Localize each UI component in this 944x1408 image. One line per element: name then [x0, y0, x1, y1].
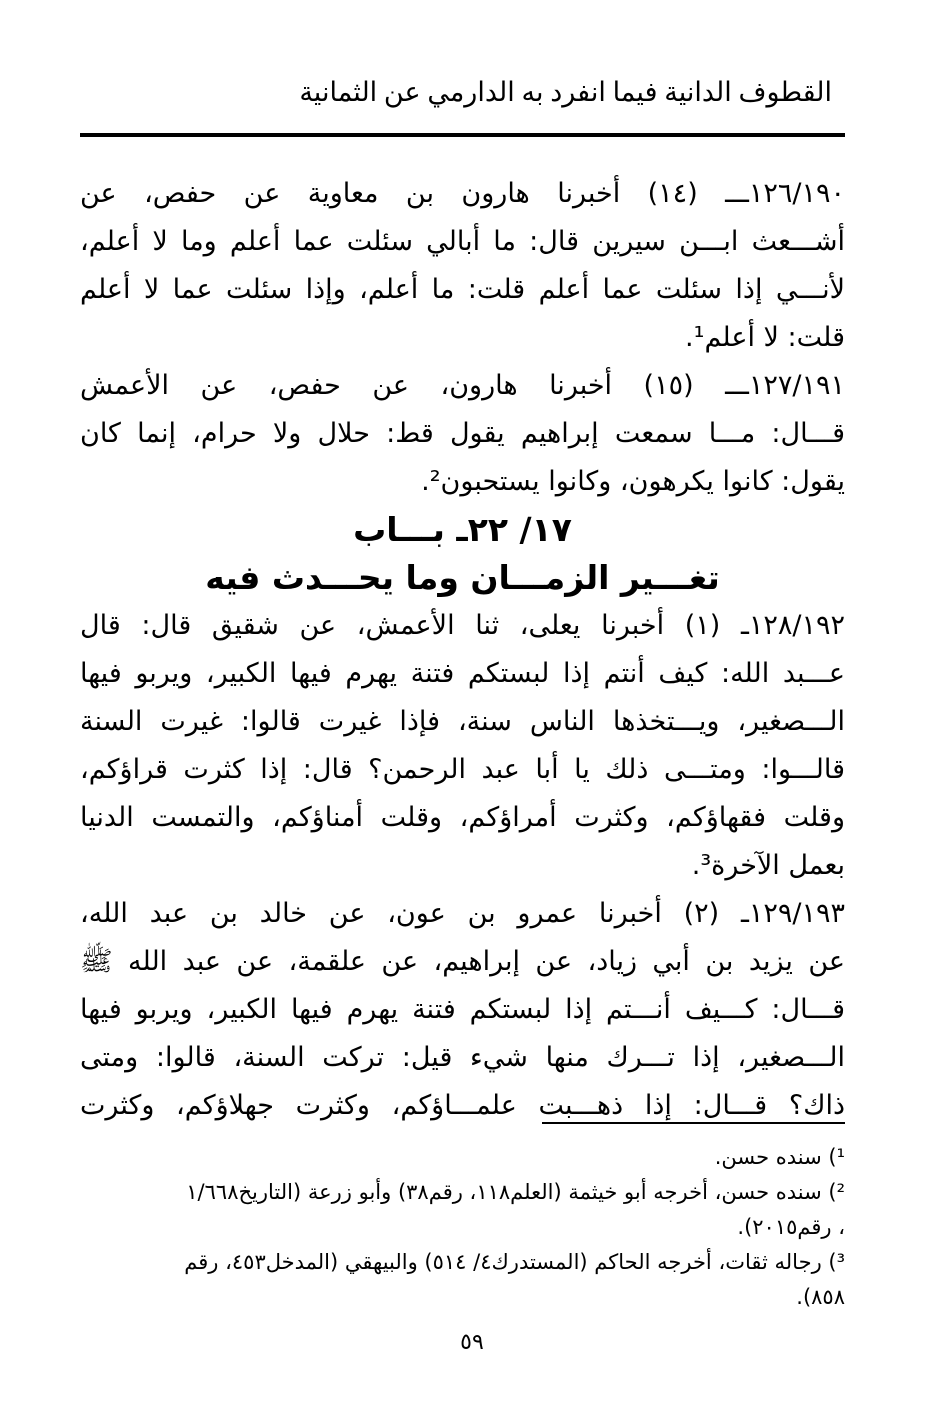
body-line: الـــصغير، إذا تـــرك منها شيء قيل: تركت السنة، قالوا: ومتى	[80, 1042, 845, 1073]
body-line: قـــال: كـــيف أنـــتم إذا لبستكم فتنة يهرم فيها الكبير، ويربو فيها	[80, 994, 845, 1025]
running-header: القطوف الدانية فيما انفرد به الدارمي عن الثمانية	[299, 77, 832, 107]
footnote-line: ³) رجاله ثقات، أخرجه الحاكم (المستدرك٤/ ٥١٤) والبيهقي (المدخل٤٥٣، رقم	[184, 1250, 845, 1274]
body-line: ١٢٩/١٩٣ـ (٢) أخبرنا عمرو بن عون، عن خالد بن عبد الله،	[80, 898, 845, 929]
chapter-title-heading: تغـــير الزمـــان وما يحـــدث فيه	[205, 558, 720, 597]
body-line: ١٢٨/١٩٢ـ (١) أخبرنا يعلى، ثنا الأعمش، عن شقيق قال: قال	[80, 610, 845, 641]
body-line: عن يزيد بن أبي زياد، عن إبراهيم، عن علقمة، عن عبد الله ﷺ	[80, 946, 845, 977]
body-line: قلت: لا أعلم¹.	[685, 322, 845, 353]
footnote-rule	[542, 1122, 845, 1124]
page-number: ٥٩	[460, 1330, 484, 1355]
body-line: أشـــعث ابـــن سيرين قال: ما أبالي سئلت عما أعلم وما لا أعلم،	[80, 226, 845, 257]
footnote-line: ²) سنده حسن، أخرجه أبو خيثمة (العلم١١٨، رقم٣٨) وأبو زرعة (التاريخ١/٦٦٨	[186, 1180, 845, 1204]
body-line: قالـــوا: ومتـــى ذلك يا أبا عبد الرحمن؟ قال: إذا كثرت قراؤكم،	[80, 754, 845, 785]
body-line: ذاك؟ قـــال: إذا ذهـــبت علمـــاؤكم، وكثرت جهلاؤكم، وكثرت	[80, 1090, 845, 1121]
chapter-number-heading: ١٧/ ٢٢ـ بـــاب	[353, 510, 572, 549]
body-line: ١٢٦/١٩٠ـــ (١٤) أخبرنا هارون بن معاوية عن حفص، عن	[80, 178, 845, 209]
footnotes	[80, 1140, 845, 1315]
body-line: لأنـــي إذا سئلت عما أعلم قلت: ما أعلم، وإذا سئلت عما لا أعلم	[80, 274, 845, 305]
footnote-line: ، رقم٢٠١٥).	[737, 1215, 845, 1239]
body-line: بعمل الآخرة³.	[691, 850, 845, 881]
body-line: قـــال: مـــا سمعت إبراهيم يقول قط: حلال ولا حرام، إنما كان	[80, 418, 845, 449]
body-line: يقول: كانوا يكرهون، وكانوا يستحبون².	[421, 466, 845, 497]
header-rule	[80, 133, 845, 137]
body-line: الـــصغير، ويـــتخذها الناس سنة، فإذا غيرت قالوا: غيرت السنة	[80, 706, 845, 737]
footnote-line: ٨٥٨).	[796, 1285, 845, 1309]
body-line: وقلت فقهاؤكم، وكثرت أمراؤكم، وقلت أمناؤكم، والتمست الدنيا	[80, 802, 845, 833]
body-line: ١٢٧/١٩١ـــ (١٥) أخبرنا هارون، عن حفص، عن الأعمش	[80, 370, 845, 401]
body-text	[80, 170, 845, 1130]
body-line: عـــبد الله: كيف أنتم إذا لبستكم فتنة يهرم فيها الكبير، ويربو فيها	[80, 658, 845, 689]
footnote-line: ¹) سنده حسن.	[714, 1145, 845, 1169]
